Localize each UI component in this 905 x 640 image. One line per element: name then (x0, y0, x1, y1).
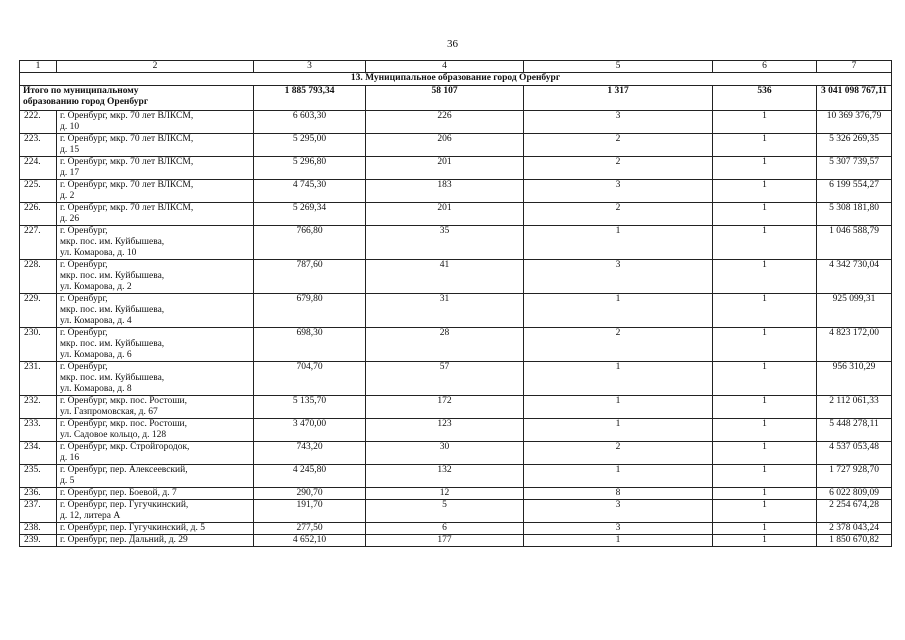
table-row (20, 157, 892, 180)
address-line: г. Оренбург, мкр. пос. Ростоши, (60, 419, 187, 429)
total-label-line: образованию город Оренбург (23, 97, 149, 107)
column-number: 7 (817, 61, 892, 73)
address-cell (57, 362, 254, 396)
address-cell (57, 488, 254, 500)
table-row (20, 294, 892, 328)
address-line: г. Оренбург, (60, 260, 108, 270)
residents-cell: 172 (366, 396, 524, 419)
cost-cell: 925 099,31 (817, 294, 892, 328)
col6-cell: 1 (713, 180, 817, 203)
residents-cell: 57 (366, 362, 524, 396)
cost-cell: 5 448 278,11 (817, 419, 892, 442)
col6-cell: 1 (713, 294, 817, 328)
col6-cell: 1 (713, 488, 817, 500)
col5-cell: 2 (524, 442, 713, 465)
residents-cell: 5 (366, 500, 524, 523)
col5-cell: 1 (524, 396, 713, 419)
column-number: 4 (366, 61, 524, 73)
table-row (20, 328, 892, 362)
total-col5: 1 317 (524, 86, 713, 111)
cost-cell: 6 199 554,27 (817, 180, 892, 203)
address-line: мкр. пос. им. Куйбышева, (60, 305, 165, 315)
address-line: ул. Комарова, д. 8 (60, 384, 132, 394)
col5-cell: 3 (524, 111, 713, 134)
address-cell (57, 328, 254, 362)
row-number: 232. (20, 396, 57, 419)
address-cell (57, 535, 254, 547)
address-line: д. 26 (60, 214, 80, 224)
address-cell (57, 442, 254, 465)
column-number: 5 (524, 61, 713, 73)
address-line: г. Оренбург, мкр. 70 лет ВЛКСМ, (60, 111, 194, 121)
address-line: г. Оренбург, пер. Боевой, д. 7 (60, 488, 177, 498)
table-row (20, 488, 892, 500)
col6-cell: 1 (713, 500, 817, 523)
cost-cell: 2 378 043,24 (817, 523, 892, 535)
col6-cell: 1 (713, 111, 817, 134)
area-cell: 5 295,00 (254, 134, 366, 157)
total-col6: 536 (713, 86, 817, 111)
address-line: г. Оренбург, мкр. 70 лет ВЛКСМ, (60, 203, 194, 213)
area-cell: 787,60 (254, 260, 366, 294)
residents-cell: 28 (366, 328, 524, 362)
col6-cell: 1 (713, 134, 817, 157)
area-cell: 698,30 (254, 328, 366, 362)
area-cell: 191,70 (254, 500, 366, 523)
address-line: ул. Садовое кольцо, д. 128 (60, 430, 167, 440)
col6-cell: 1 (713, 442, 817, 465)
address-cell (57, 180, 254, 203)
address-cell (57, 260, 254, 294)
col5-cell: 1 (524, 465, 713, 488)
col6-cell: 1 (713, 465, 817, 488)
row-number: 237. (20, 500, 57, 523)
col5-cell: 1 (524, 535, 713, 547)
column-number-row (20, 61, 892, 73)
row-number: 230. (20, 328, 57, 362)
section-title: 13. Муниципальное образование город Оренбург (20, 73, 892, 86)
area-cell: 6 603,30 (254, 111, 366, 134)
residents-cell: 12 (366, 488, 524, 500)
address-line: д. 2 (60, 191, 75, 201)
row-number: 226. (20, 203, 57, 226)
address-line: ул. Комарова, д. 2 (60, 282, 132, 292)
residents-cell: 226 (366, 111, 524, 134)
row-number: 238. (20, 523, 57, 535)
col6-cell: 1 (713, 328, 817, 362)
residents-cell: 183 (366, 180, 524, 203)
address-line: д. 12, литера А (60, 511, 121, 521)
address-line: г. Оренбург, мкр. Стройгородок, (60, 442, 190, 452)
column-number: 2 (57, 61, 254, 73)
address-line: ул. Комарова, д. 6 (60, 350, 132, 360)
residents-cell: 35 (366, 226, 524, 260)
row-number: 239. (20, 535, 57, 547)
row-number: 224. (20, 157, 57, 180)
cost-cell: 5 326 269,35 (817, 134, 892, 157)
col6-cell: 1 (713, 419, 817, 442)
table-row (20, 203, 892, 226)
cost-cell: 1 727 928,70 (817, 465, 892, 488)
address-line: г. Оренбург, мкр. 70 лет ВЛКСМ, (60, 180, 194, 190)
address-cell (57, 294, 254, 328)
cost-cell: 5 308 181,80 (817, 203, 892, 226)
address-line: г. Оренбург, (60, 226, 108, 236)
address-cell (57, 396, 254, 419)
total-row (20, 86, 892, 111)
total-label (20, 86, 254, 111)
area-cell: 5 135,70 (254, 396, 366, 419)
address-line: д. 16 (60, 453, 80, 463)
column-number: 3 (254, 61, 366, 73)
col5-cell: 1 (524, 362, 713, 396)
col6-cell: 1 (713, 362, 817, 396)
residents-cell: 31 (366, 294, 524, 328)
address-line: ул. Комарова, д. 4 (60, 316, 132, 326)
address-line: г. Оренбург, мкр. 70 лет ВЛКСМ, (60, 157, 194, 167)
area-cell: 679,80 (254, 294, 366, 328)
address-line: мкр. пос. им. Куйбышева, (60, 373, 165, 383)
address-line: г. Оренбург, пер. Гугучкинский, (60, 500, 189, 510)
area-cell: 743,20 (254, 442, 366, 465)
col5-cell: 1 (524, 419, 713, 442)
residents-cell: 201 (366, 157, 524, 180)
page-number: 36 (447, 38, 458, 50)
column-number: 1 (20, 61, 57, 73)
cost-cell: 4 823 172,00 (817, 328, 892, 362)
row-number: 227. (20, 226, 57, 260)
address-line: г. Оренбург, пер. Гугучкинский, д. 5 (60, 523, 206, 533)
area-cell: 5 269,34 (254, 203, 366, 226)
cost-cell: 10 369 376,79 (817, 111, 892, 134)
col5-cell: 2 (524, 203, 713, 226)
col6-cell: 1 (713, 396, 817, 419)
area-cell: 4 245,80 (254, 465, 366, 488)
column-number: 6 (713, 61, 817, 73)
residents-cell: 41 (366, 260, 524, 294)
area-cell: 4 745,30 (254, 180, 366, 203)
table-row (20, 260, 892, 294)
address-cell (57, 134, 254, 157)
total-label-line: Итого по муниципальному (23, 86, 139, 96)
address-line: д. 17 (60, 168, 80, 178)
residents-cell: 206 (366, 134, 524, 157)
residents-cell: 30 (366, 442, 524, 465)
col6-cell: 1 (713, 157, 817, 180)
col5-cell: 2 (524, 134, 713, 157)
table-row (20, 134, 892, 157)
table-row (20, 442, 892, 465)
residents-cell: 177 (366, 535, 524, 547)
row-number: 228. (20, 260, 57, 294)
col5-cell: 1 (524, 226, 713, 260)
address-cell (57, 203, 254, 226)
col5-cell: 2 (524, 328, 713, 362)
area-cell: 3 470,00 (254, 419, 366, 442)
address-line: г. Оренбург, мкр. 70 лет ВЛКСМ, (60, 134, 194, 144)
address-cell (57, 226, 254, 260)
address-cell (57, 523, 254, 535)
address-line: г. Оренбург, мкр. пос. Ростоши, (60, 396, 187, 406)
area-cell: 766,80 (254, 226, 366, 260)
area-cell: 290,70 (254, 488, 366, 500)
total-residents: 58 107 (366, 86, 524, 111)
area-cell: 5 296,80 (254, 157, 366, 180)
address-line: д. 15 (60, 145, 80, 155)
col6-cell: 1 (713, 203, 817, 226)
cost-cell: 2 112 061,33 (817, 396, 892, 419)
address-cell (57, 419, 254, 442)
address-line: г. Оренбург, (60, 294, 108, 304)
col6-cell: 1 (713, 260, 817, 294)
address-line: д. 10 (60, 122, 80, 132)
address-cell (57, 157, 254, 180)
address-line: ул. Газпромовская, д. 67 (60, 407, 158, 417)
row-number: 231. (20, 362, 57, 396)
residents-cell: 201 (366, 203, 524, 226)
address-line: г. Оренбург, (60, 328, 108, 338)
address-line: мкр. пос. им. Куйбышева, (60, 271, 165, 281)
table-row (20, 523, 892, 535)
cost-cell: 2 254 674,28 (817, 500, 892, 523)
table-row (20, 419, 892, 442)
table-row (20, 465, 892, 488)
row-number: 222. (20, 111, 57, 134)
table-row (20, 180, 892, 203)
cost-cell: 1 850 670,82 (817, 535, 892, 547)
address-cell (57, 465, 254, 488)
area-cell: 704,70 (254, 362, 366, 396)
cost-cell: 956 310,29 (817, 362, 892, 396)
cost-cell: 4 537 053,48 (817, 442, 892, 465)
table-row (20, 226, 892, 260)
address-line: ул. Комарова, д. 10 (60, 248, 137, 258)
table-row (20, 500, 892, 523)
residents-cell: 132 (366, 465, 524, 488)
col6-cell: 1 (713, 226, 817, 260)
col6-cell: 1 (713, 523, 817, 535)
row-number: 229. (20, 294, 57, 328)
residents-cell: 123 (366, 419, 524, 442)
col5-cell: 3 (524, 180, 713, 203)
row-number: 223. (20, 134, 57, 157)
col5-cell: 8 (524, 488, 713, 500)
cost-cell: 1 046 588,79 (817, 226, 892, 260)
table-row (20, 111, 892, 134)
residents-cell: 6 (366, 523, 524, 535)
address-line: г. Оренбург, (60, 362, 108, 372)
address-cell (57, 500, 254, 523)
address-cell (57, 111, 254, 134)
col5-cell: 3 (524, 260, 713, 294)
total-area: 1 885 793,34 (254, 86, 366, 111)
table-row (20, 396, 892, 419)
col5-cell: 3 (524, 500, 713, 523)
address-line: мкр. пос. им. Куйбышева, (60, 237, 165, 247)
cost-cell: 5 307 739,57 (817, 157, 892, 180)
address-line: мкр. пос. им. Куйбышева, (60, 339, 165, 349)
row-number: 225. (20, 180, 57, 203)
address-line: г. Оренбург, пер. Алексеевский, (60, 465, 188, 475)
section-row (20, 73, 892, 86)
address-line: г. Оренбург, пер. Дальний, д. 29 (60, 535, 188, 545)
col6-cell: 1 (713, 535, 817, 547)
total-cost: 3 041 098 767,11 (817, 86, 892, 111)
table-row (20, 362, 892, 396)
data-table (19, 60, 892, 547)
col5-cell: 1 (524, 294, 713, 328)
table-row (20, 535, 892, 547)
address-line: д. 5 (60, 476, 75, 486)
row-number: 235. (20, 465, 57, 488)
col5-cell: 3 (524, 523, 713, 535)
cost-cell: 6 022 809,09 (817, 488, 892, 500)
row-number: 236. (20, 488, 57, 500)
area-cell: 4 652,10 (254, 535, 366, 547)
area-cell: 277,50 (254, 523, 366, 535)
cost-cell: 4 342 730,04 (817, 260, 892, 294)
col5-cell: 2 (524, 157, 713, 180)
row-number: 234. (20, 442, 57, 465)
row-number: 233. (20, 419, 57, 442)
